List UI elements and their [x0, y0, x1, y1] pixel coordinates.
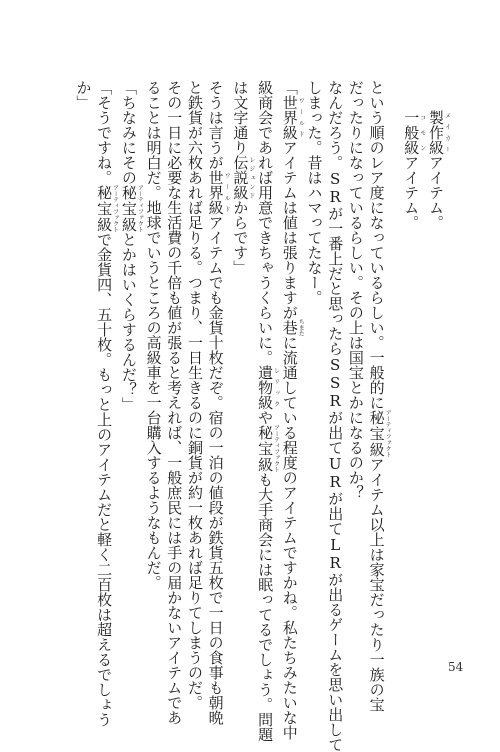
text-line-9: は文字通り伝説級レジェンドからです」 [231, 80, 255, 275]
paragraph-gap [391, 80, 401, 660]
text-line-5: なんだろう。SRが一番上だと思ったらSSRが出てURが出てLRが出るゲームを思い出して [326, 80, 345, 752]
text-line-16: か」 [74, 80, 93, 110]
text-line-15: 「そうですね。秘宝級アーティファクトで金貨四、五十枚。もっと上のアイテムだと軽く二百枚は超えるでしょう [95, 80, 119, 727]
vertical-text-block [73, 80, 451, 752]
text-line-4: だったりになっているらしい。その上は国宝とかになるのか？ [346, 80, 365, 500]
text-line-2: 一般級コモンアイテム。 [402, 110, 426, 230]
text-line-12: その一日に必要な生活費の千倍も値が張ると考えれば、一般庶民には手の届かないアイテムであ [165, 80, 184, 725]
text-line-6: しまった。昔はハマってたなー。 [305, 80, 324, 305]
text-line-3: という順のレア度になっているらしい。一般的に秘宝級アーティファクトアイテム以上は家宝だったり一族の宝 [367, 80, 392, 712]
text-line-8: 級商会であれば用意できちゃうくらいに。遺物級レリックや秘宝級アーティファクトも大手商会には眠ってるでしょう。問題 [256, 80, 280, 742]
text-line-10: そうは言うが世界級ワールドアイテムでも金貨十枚だぞ。宿の一泊の値段が鉄貨五枚で一日の食事も朝晩 [206, 80, 231, 725]
text-line-7: 「世界級ワールドアイテムは値は張りますが巷ちまたに流通している程度のアイテムですかね。私たちみたいな中 [280, 80, 305, 740]
text-line-14: 「ちなみにその秘宝級アーティファクトとかはいくらするんだ？」 [119, 80, 144, 412]
text-line-11: と鉄貨が六枚あれば足りる。つまり、一日生きるのに銅貨が約一枚あれば足りてしまうのだ。 [185, 80, 204, 710]
page-number: 54 [448, 660, 464, 674]
text-line-1: 製作級メイカーアイテム。 [427, 110, 451, 230]
text-line-13: ることは明白だ。地球でいうところの高級車を一台購入するようなもんだ。 [144, 80, 163, 590]
